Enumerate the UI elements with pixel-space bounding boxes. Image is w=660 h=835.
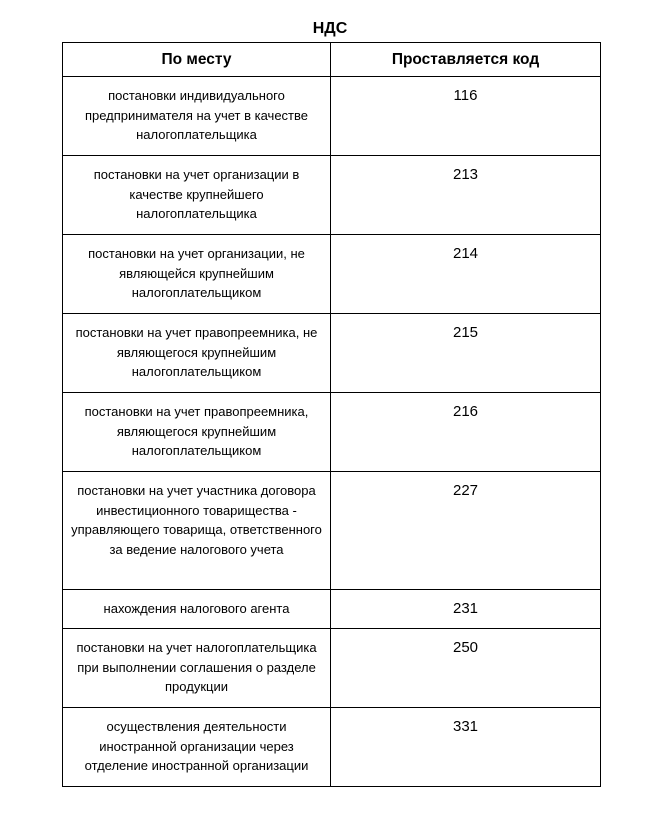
cell-place: постановки индивидуального предпринимателя на учет в качестве налогоплательщика bbox=[63, 77, 331, 156]
cell-place: постановки на учет правопреемника, не являющегося крупнейшим налогоплательщиком bbox=[63, 314, 331, 393]
page-title: НДС bbox=[312, 20, 348, 37]
cell-code: 231 bbox=[331, 590, 601, 629]
column-header-place: По месту bbox=[63, 43, 331, 77]
cell-place: постановки на учет налогоплательщика при выполнении соглашения о разделе продукции bbox=[63, 629, 331, 708]
table-row bbox=[63, 235, 601, 314]
table-row bbox=[63, 472, 601, 590]
cell-code: 116 bbox=[331, 77, 601, 156]
cell-code: 213 bbox=[331, 156, 601, 235]
table-row bbox=[63, 708, 601, 787]
cell-place: постановки на учет организации в качестве крупнейшего налогоплательщика bbox=[63, 156, 331, 235]
table-header-row bbox=[63, 43, 601, 77]
cell-place: постановки на учет организации, не являющейся крупнейшим налогоплательщиком bbox=[63, 235, 331, 314]
cell-place: постановки на учет правопреемника, являющегося крупнейшим налогоплательщиком bbox=[63, 393, 331, 472]
cell-code: 250 bbox=[331, 629, 601, 708]
column-header-code: Проставляется код bbox=[331, 43, 601, 77]
table-row bbox=[63, 393, 601, 472]
cell-code: 214 bbox=[331, 235, 601, 314]
cell-place: постановки на учет участника договора инвестиционного товарищества - управляющего товарища, ответственного за ведение налогового учета bbox=[63, 472, 331, 590]
cell-code: 215 bbox=[331, 314, 601, 393]
table-row bbox=[63, 590, 601, 629]
table-row bbox=[63, 156, 601, 235]
cell-place: нахождения налогового агента bbox=[63, 590, 331, 629]
table-row bbox=[63, 629, 601, 708]
tax-code-table bbox=[62, 42, 601, 787]
cell-code: 227 bbox=[331, 472, 601, 590]
table-row bbox=[63, 77, 601, 156]
cell-code: 216 bbox=[331, 393, 601, 472]
table-row bbox=[63, 314, 601, 393]
cell-code: 331 bbox=[331, 708, 601, 787]
cell-place: осуществления деятельности иностранной организации через отделение иностранной организации bbox=[63, 708, 331, 787]
